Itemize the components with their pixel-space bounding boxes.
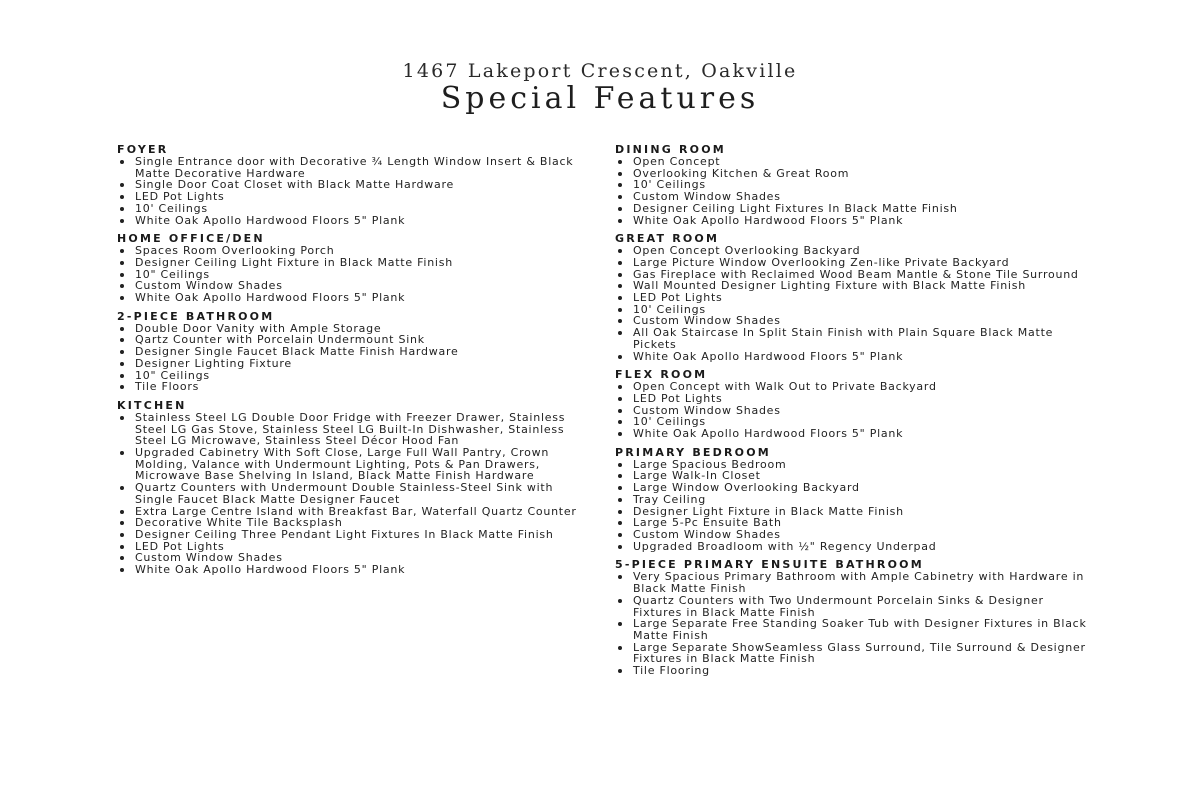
list-item: Open Concept with Walk Out to Private Backyard xyxy=(615,381,1095,393)
section-title: GREAT ROOM xyxy=(615,232,720,246)
list-item: Large Separate ShowSeamless Glass Surround, Tile Surround & Designer Fixtures in Black Matte Finish xyxy=(615,642,1095,665)
list-item: Quartz Counters with Undermount Double Stainless-Steel Sink with Single Faucet Black Matte Designer Faucet xyxy=(117,482,587,505)
list-item: White Oak Apollo Hardwood Floors 5" Plank xyxy=(615,351,1095,363)
list-item: Designer Single Faucet Black Matte Finish Hardware xyxy=(117,346,587,358)
section-title: FOYER xyxy=(117,143,169,156)
section-title: PRIMARY BEDROOM xyxy=(615,445,771,459)
list-item: Designer Lighting Fixture xyxy=(117,358,587,370)
feature-section xyxy=(615,369,1095,440)
list-item: Custom Window Shades xyxy=(117,280,587,292)
feature-list xyxy=(117,323,587,393)
list-item: Designer Light Fixture in Black Matte Finish xyxy=(615,506,1095,518)
list-item: 10' Ceilings xyxy=(615,416,1095,428)
list-item: Gas Fireplace with Reclaimed Wood Beam Mantle & Stone Tile Surround xyxy=(615,269,1095,281)
list-item: Single Entrance door with Decorative ¾ Length Window Insert & Black Matte Decorative Hardware xyxy=(117,156,587,179)
list-item: Double Door Vanity with Ample Storage xyxy=(117,323,587,335)
list-item: Stainless Steel LG Double Door Fridge with Freezer Drawer, Stainless Steel LG Gas Stove, Stainless Steel LG Built-In Dishwasher, Stainless Steel LG Microwave, Stainless Steel Décor Hood Fan xyxy=(117,412,587,447)
list-item: Tile Flooring xyxy=(615,665,1095,677)
feature-list xyxy=(615,156,1095,226)
list-item: 10' Ceilings xyxy=(615,304,1095,316)
feature-list xyxy=(117,156,587,226)
list-item: Custom Window Shades xyxy=(117,552,587,564)
feature-section xyxy=(615,559,1095,676)
list-item: Large Walk-In Closet xyxy=(615,470,1095,482)
property-address: 1467 Lakeport Crescent, Oakville xyxy=(402,60,798,82)
feature-section xyxy=(117,233,587,304)
feature-section xyxy=(117,400,587,576)
list-item: Single Door Coat Closet with Black Matte Hardware xyxy=(117,179,587,191)
feature-section xyxy=(615,144,1095,226)
list-item: Designer Ceiling Three Pendant Light Fixtures In Black Matte Finish xyxy=(117,529,587,541)
left-column xyxy=(117,144,587,583)
feature-list xyxy=(615,571,1095,676)
list-item: Large Separate Free Standing Soaker Tub with Designer Fixtures in Black Matte Finish xyxy=(615,618,1095,641)
feature-list xyxy=(117,412,587,576)
list-item: Large Picture Window Overlooking Zen-like Private Backyard xyxy=(615,257,1095,269)
list-item: 10' Ceilings xyxy=(117,203,587,215)
list-item: Extra Large Centre Island with Breakfast Bar, Waterfall Quartz Counter xyxy=(117,506,587,518)
section-title: HOME OFFICE/DEN xyxy=(117,232,265,246)
list-item: White Oak Apollo Hardwood Floors 5" Plank xyxy=(117,564,587,576)
list-item: Upgraded Cabinetry With Soft Close, Large Full Wall Pantry, Crown Molding, Valance with Undermount Lighting, Pots & Pan Drawers, Microwave Base Shelving In Island, Black Matte Finish Hardware xyxy=(117,447,587,482)
list-item: Open Concept xyxy=(615,156,1095,168)
list-item: LED Pot Lights xyxy=(117,541,587,553)
list-item: LED Pot Lights xyxy=(615,393,1095,405)
list-item: Quartz Counters with Two Undermount Porcelain Sinks & Designer Fixtures in Black Matte Finish xyxy=(615,595,1095,618)
feature-list xyxy=(615,245,1095,362)
list-item: Decorative White Tile Backsplash xyxy=(117,517,587,529)
section-title: KITCHEN xyxy=(117,398,187,412)
list-item: White Oak Apollo Hardwood Floors 5" Plank xyxy=(615,428,1095,440)
feature-section xyxy=(615,233,1095,362)
list-item: Large Window Overlooking Backyard xyxy=(615,482,1095,494)
feature-section xyxy=(615,447,1095,553)
page-title: Special Features xyxy=(440,81,760,116)
list-item: White Oak Apollo Hardwood Floors 5" Plank xyxy=(117,292,587,304)
list-item: Large 5-Pc Ensuite Bath xyxy=(615,517,1095,529)
list-item: Overlooking Kitchen & Great Room xyxy=(615,168,1095,180)
section-title: 2-PIECE BATHROOM xyxy=(117,309,275,323)
list-item: Tile Floors xyxy=(117,381,587,393)
feature-section xyxy=(117,311,587,393)
list-item: Custom Window Shades xyxy=(615,191,1095,203)
list-item: 10" Ceilings xyxy=(117,269,587,281)
list-item: Designer Ceiling Light Fixture in Black Matte Finish xyxy=(117,257,587,269)
list-item: LED Pot Lights xyxy=(615,292,1095,304)
list-item: All Oak Staircase In Split Stain Finish with Plain Square Black Matte Pickets xyxy=(615,327,1095,350)
section-title: FLEX ROOM xyxy=(615,368,708,382)
list-item: Open Concept Overlooking Backyard xyxy=(615,245,1095,257)
document-header xyxy=(0,58,1200,116)
list-item: Tray Ceiling xyxy=(615,494,1095,506)
list-item: Custom Window Shades xyxy=(615,529,1095,541)
list-item: 10" Ceilings xyxy=(117,370,587,382)
list-item: 10' Ceilings xyxy=(615,179,1095,191)
section-title: DINING ROOM xyxy=(615,143,726,156)
list-item: Wall Mounted Designer Lighting Fixture with Black Matte Finish xyxy=(615,280,1095,292)
list-item: Upgraded Broadloom with ½" Regency Underpad xyxy=(615,541,1095,553)
list-item: Designer Ceiling Light Fixtures In Black Matte Finish xyxy=(615,203,1095,215)
feature-list xyxy=(615,459,1095,553)
list-item: Custom Window Shades xyxy=(615,315,1095,327)
feature-list xyxy=(117,245,587,304)
list-item: Spaces Room Overlooking Porch xyxy=(117,245,587,257)
feature-list xyxy=(615,381,1095,440)
section-title: 5-PIECE PRIMARY ENSUITE BATHROOM xyxy=(615,558,924,572)
feature-section xyxy=(117,144,587,226)
list-item: Very Spacious Primary Bathroom with Ample Cabinetry with Hardware in Black Matte Finish xyxy=(615,571,1095,594)
list-item: White Oak Apollo Hardwood Floors 5" Plank xyxy=(117,215,587,227)
list-item: Custom Window Shades xyxy=(615,405,1095,417)
list-item: Qartz Counter with Porcelain Undermount Sink xyxy=(117,334,587,346)
list-item: White Oak Apollo Hardwood Floors 5" Plank xyxy=(615,215,1095,227)
right-column xyxy=(615,144,1095,684)
list-item: LED Pot Lights xyxy=(117,191,587,203)
list-item: Large Spacious Bedroom xyxy=(615,459,1095,471)
